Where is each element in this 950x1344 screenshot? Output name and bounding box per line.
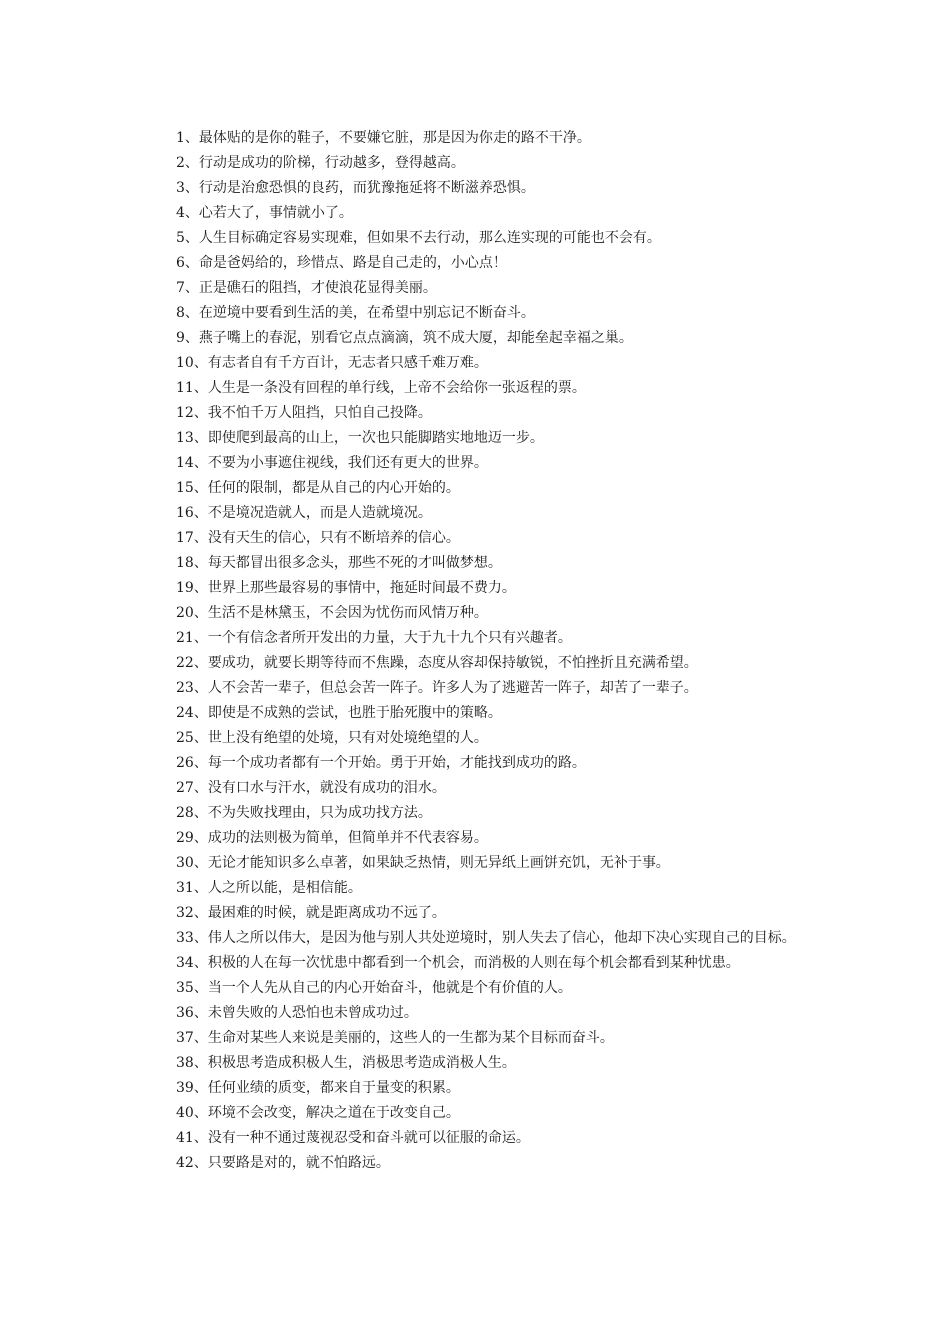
quote-line: 6、命是爸妈给的，珍惜点、路是自己走的，小心点！ [176,255,507,271]
quote-line: 15、任何的限制，都是从自己的内心开始的。 [176,480,460,496]
quote-line: 11、人生是一条没有回程的单行线，上帝不会给你一张返程的票。 [176,380,586,396]
quote-line: 14、不要为小事遮住视线，我们还有更大的世界。 [176,455,488,471]
quote-line: 13、即使爬到最高的山上，一次也只能脚踏实地地迈一步。 [176,430,544,446]
quote-line: 2、行动是成功的阶梯，行动越多，登得越高。 [176,155,465,171]
quote-line: 9、燕子嘴上的春泥，别看它点点滴滴，筑不成大厦，却能垒起幸福之巢。 [176,330,633,346]
quote-line: 36、未曾失败的人恐怕也未曾成功过。 [176,1005,418,1021]
quote-line: 38、积极思考造成积极人生，消极思考造成消极人生。 [176,1055,516,1071]
quote-line: 34、积极的人在每一次忧患中都看到一个机会，而消极的人则在每个机会都看到某种忧患。 [176,955,740,971]
quote-line: 19、世界上那些最容易的事情中，拖延时间最不费力。 [176,580,516,596]
quote-line: 31、人之所以能，是相信能。 [176,880,362,896]
quote-line: 4、心若大了，事情就小了。 [176,205,353,221]
quote-line: 41、没有一种不通过蔑视忍受和奋斗就可以征服的命运。 [176,1130,530,1146]
quote-line: 42、只要路是对的，就不怕路远。 [176,1155,390,1171]
quote-line: 3、行动是治愈恐惧的良药，而犹豫拖延将不断滋养恐惧。 [176,180,535,196]
quote-line: 28、不为失败找理由，只为成功找方法。 [176,805,432,821]
quote-line: 12、我不怕千万人阻挡，只怕自己投降。 [176,405,432,421]
quote-line: 17、没有天生的信心，只有不断培养的信心。 [176,530,460,546]
quote-list [144,126,808,1176]
quote-line: 32、最困难的时候，就是距离成功不远了。 [176,905,446,921]
quote-line: 25、世上没有绝望的处境，只有对处境绝望的人。 [176,730,488,746]
quote-line: 26、每一个成功者都有一个开始。勇于开始，才能找到成功的路。 [176,755,586,771]
quote-line: 37、生命对某些人来说是美丽的，这些人的一生都为某个目标而奋斗。 [176,1030,614,1046]
quote-line: 27、没有口水与汗水，就没有成功的泪水。 [176,780,446,796]
quote-line: 16、不是境况造就人，而是人造就境况。 [176,505,432,521]
quote-line: 23、人不会苦一辈子，但总会苦一阵子。许多人为了逃避苦一阵子，却苦了一辈子。 [176,680,698,696]
quote-line: 29、成功的法则极为简单，但简单并不代表容易。 [176,830,488,846]
quote-line: 35、当一个人先从自己的内心开始奋斗，他就是个有价值的人。 [176,980,572,996]
quote-line: 18、每天都冒出很多念头，那些不死的才叫做梦想。 [176,555,502,571]
quote-line: 21、一个有信念者所开发出的力量，大于九十九个只有兴趣者。 [176,630,572,646]
quote-line: 30、无论才能知识多么卓著，如果缺乏热情，则无异纸上画饼充饥，无补于事。 [176,855,670,871]
quote-line: 8、在逆境中要看到生活的美，在希望中别忘记不断奋斗。 [176,305,535,321]
quote-line: 33、伟人之所以伟大，是因为他与别人共处逆境时，别人失去了信心，他却下决心实现自己的目标。 [176,930,796,946]
quote-line: 1、最体贴的是你的鞋子，不要嫌它脏，那是因为你走的路不干净。 [176,130,591,146]
quote-line: 39、任何业绩的质变，都来自于量变的积累。 [176,1080,460,1096]
quote-line: 40、环境不会改变，解决之道在于改变自己。 [176,1105,460,1121]
quote-line: 24、即使是不成熟的尝试，也胜于胎死腹中的策略。 [176,705,502,721]
quote-line: 7、正是礁石的阻挡，才使浪花显得美丽。 [176,280,437,296]
quote-line: 10、有志者自有千方百计，无志者只感千难万难。 [176,355,488,371]
quote-line: 20、生活不是林黛玉，不会因为忧伤而风情万种。 [176,605,488,621]
quote-line: 22、要成功，就要长期等待而不焦躁，态度从容却保持敏锐，不怕挫折且充满希望。 [176,655,698,671]
quote-line: 5、人生目标确定容易实现难，但如果不去行动，那么连实现的可能也不会有。 [176,230,661,246]
